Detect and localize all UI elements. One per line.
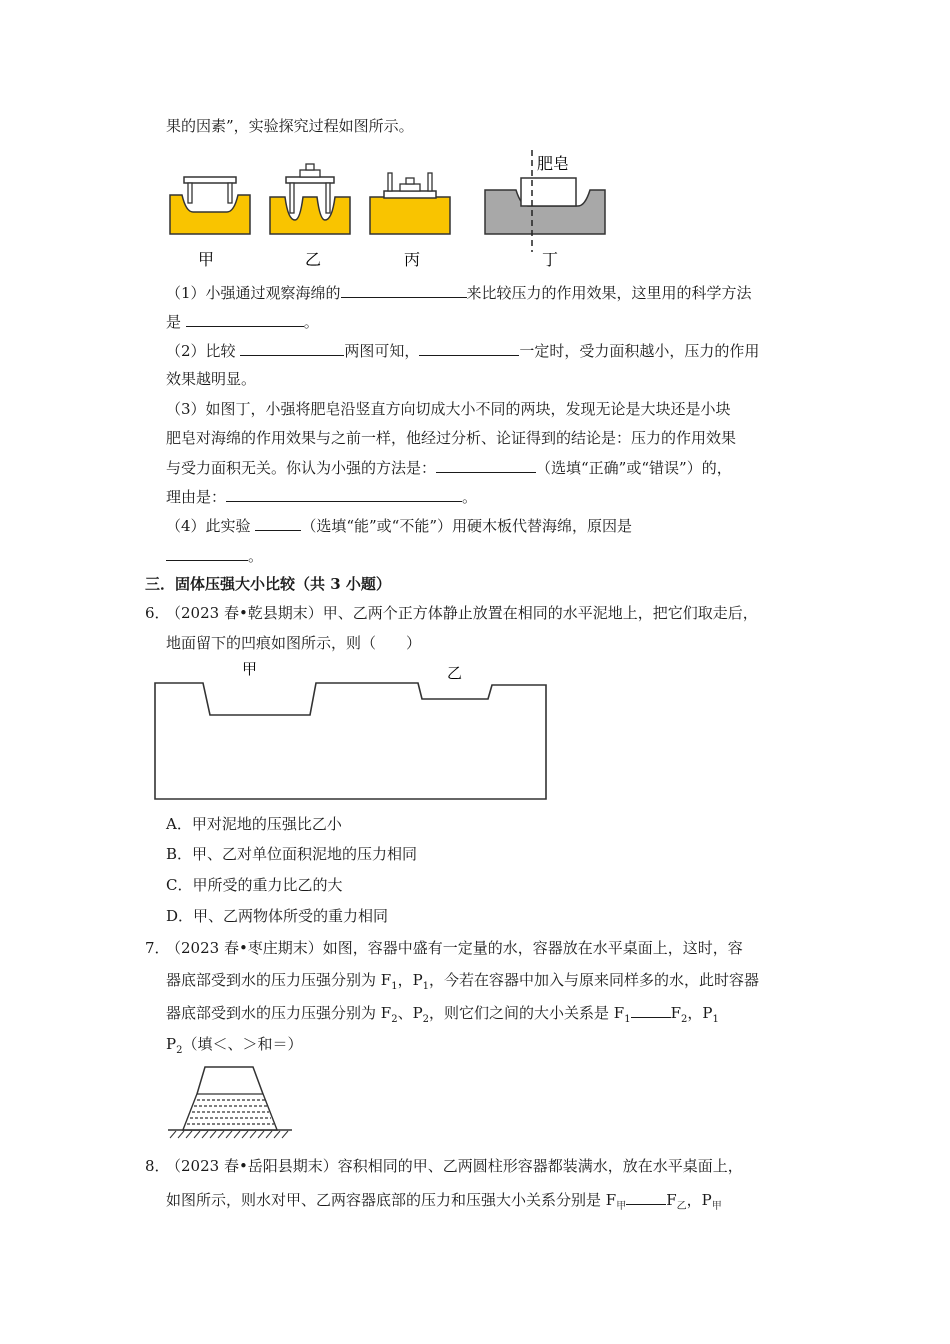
q5-part3-line4: 理由是： 。 <box>166 488 478 506</box>
blank-observe[interactable] <box>341 282 467 298</box>
sponge-experiment-figure <box>160 140 620 275</box>
label-ding: 丁 <box>542 250 559 269</box>
q7-line2: 器底部受到水的压力压强分别为 $F_1$，$P_1$，今若在容器中加入与原来同样多的水，此时容器 <box>166 971 760 992</box>
blank-method[interactable] <box>186 311 304 327</box>
q6-number: 6． <box>145 604 170 622</box>
mud-dent-figure <box>150 655 552 805</box>
blank-correct[interactable] <box>436 457 536 473</box>
blank-can[interactable] <box>255 515 301 531</box>
label-jia: 甲 <box>198 250 215 269</box>
q8-number: 8． <box>145 1157 170 1175</box>
label-soap: 肥皂 <box>537 154 570 173</box>
q5-part3-line3: 与受力面积无关。你认为小强的方法是： （选填“正确”或“错误”）的， <box>166 459 732 477</box>
section-heading: 三．固体压强大小比较（共 3 小题） <box>145 575 391 593</box>
blank-constant[interactable] <box>419 340 519 356</box>
q8-line2: 如图所示，则水对甲、乙两容器底部的压力和压强大小关系分别是 $F_甲$ $F_乙$，$P_甲$ <box>166 1191 722 1212</box>
q7-line1: （2023 春•枣庄期末）如图，容器中盛有一定量的水，容器放在水平桌面上，这时，容 <box>166 939 743 957</box>
q8-line1: （2023 春•岳阳县期末）容积相同的甲、乙两圆柱形容器都装满水，放在水平桌面上， <box>166 1157 743 1175</box>
q5-part1-line2: 是 。 <box>166 313 319 331</box>
q5-part1-line1: （1）小强通过观察海绵的 来比较压力的作用效果，这里用的科学方法 <box>166 284 752 302</box>
q6-label-jia: 甲 <box>242 660 258 678</box>
label-bing: 丙 <box>404 250 421 269</box>
q7-line4: $P_2$（填＜、＞和＝） <box>166 1035 303 1056</box>
q7-line3: 器底部受到水的压力压强分别为 $F_2$、$P_2$，则它们之间的大小关系是 $F_1$ $F_2$，$P_1$ <box>166 1004 719 1025</box>
q6-option-d[interactable]: D．甲、乙两物体所受的重力相同 <box>166 907 389 925</box>
blank-force-compare[interactable] <box>626 1189 666 1205</box>
blank-reason[interactable] <box>226 486 462 502</box>
blank-f-compare[interactable] <box>631 1002 671 1018</box>
q6-option-a[interactable]: A．甲对泥地的压强比乙小 <box>166 815 342 833</box>
q6-line1: （2023 春•乾县期末）甲、乙两个正方体静止放置在相同的水平泥地上，把它们取走后， <box>166 604 758 622</box>
q6-label-yi: 乙 <box>447 664 463 682</box>
q6-line2: 地面留下的凹痕如图所示，则（ ） <box>166 634 422 652</box>
q5-part2-line1: （2）比较 两图可知， 一定时，受力面积越小，压力的作用 <box>166 342 760 360</box>
blank-compare[interactable] <box>240 340 344 356</box>
q5-part4-line2: 。 <box>166 545 263 566</box>
intro-text: 果的因素”，实验探究过程如图所示。 <box>166 117 414 135</box>
container-figure <box>165 1062 295 1147</box>
panel-jia <box>170 177 250 234</box>
label-yi: 乙 <box>305 250 322 269</box>
q6-option-c[interactable]: C．甲所受的重力比乙的大 <box>166 876 343 894</box>
q5-part2-line2: 效果越明显。 <box>166 370 257 388</box>
q6-option-b[interactable]: B．甲、乙对单位面积泥地的压力相同 <box>166 845 418 863</box>
q5-part4-line1: （4）此实验 （选填“能”或“不能”）用硬木板代替海绵，原因是 <box>166 517 632 535</box>
q5-part3-line2: 肥皂对海绵的作用效果与之前一样，他经过分析、论证得到的结论是：压力的作用效果 <box>166 429 737 447</box>
blank-cause[interactable] <box>166 545 248 561</box>
q7-number: 7． <box>145 939 170 957</box>
q5-part3-line1: （3）如图丁，小强将肥皂沿竖直方向切成大小不同的两块，发现无论是大块还是小块 <box>166 400 731 418</box>
panel-yi <box>270 164 350 234</box>
panel-bing <box>370 173 450 234</box>
